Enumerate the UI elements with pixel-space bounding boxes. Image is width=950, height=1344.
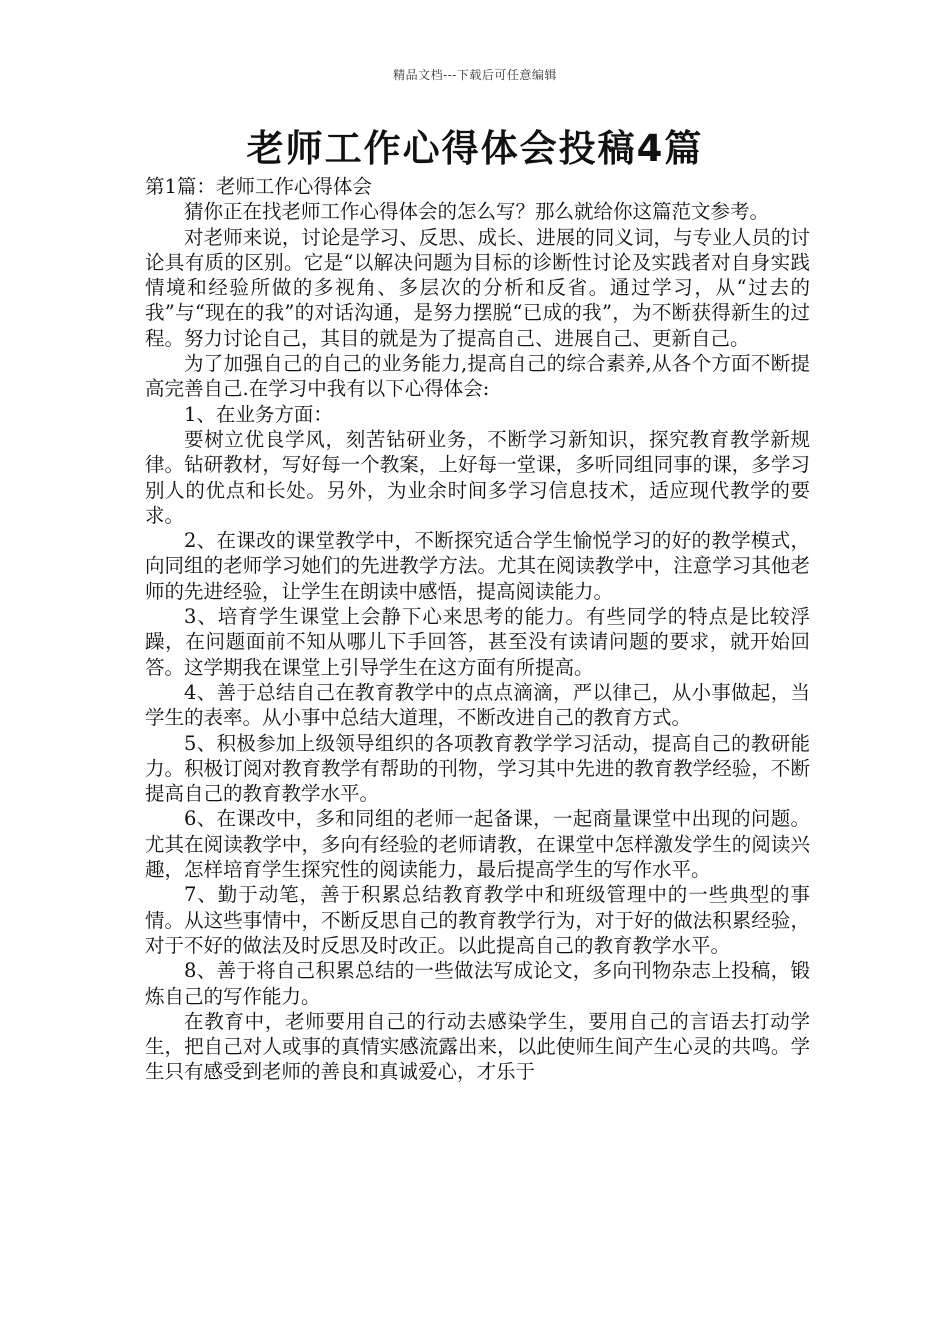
paragraph: 要树立优良学风，刻苦钻研业务，不断学习新知识，探究教育教学新规律。钻研教材，写好每一个教案，上好每一堂课，多听同组同事的课，多学习别人的优点和长处。另外，为业余时间多学习信息技术，适应现代教学的要求。 (145, 427, 810, 527)
section-heading: 第1篇：老师工作心得体会 (145, 175, 372, 198)
paragraph: 在教育中，老师要用自己的行动去感染学生，要用自己的言语去打动学生，把自己对人或事的真情实感流露出来，以此使师生间产生心灵的共鸣。学生只有感受到老师的善良和真诚爱心，才乐于 (145, 1009, 810, 1084)
list-item: 8、善于将自己积累总结的一些做法写成论文，多向刊物杂志上投稿，锻炼自己的写作能力。 (145, 959, 810, 1008)
list-item: 6、在课改中，多和同组的老师一起备课，一起商量课堂中出现的问题。尤其在阅读教学中，多向有经验的老师请教，在课堂中怎样激发学生的阅读兴趣，怎样培育学生探究性的阅读能力，最后提高学生的写作水平。 (145, 807, 810, 882)
list-item: 7、勤于动笔，善于积累总结教育教学中和班级管理中的一些典型的事情。从这些事情中，不断反思自己的教育教学行为，对于好的做法积累经验，对于不好的做法及时反思及时改正。以此提高自己的教育教学水平。 (145, 883, 810, 957)
list-item: 5、积极参加上级领导组织的各项教育教学学习活动，提高自己的教研能力。积极订阅对教育教学有帮助的刊物，学习其中先进的教育教学经验，不断提高自己的教育教学水平。 (145, 731, 810, 806)
list-item: 4、善于总结自己在教育教学中的点点滴滴，严以律己，从小事做起，当学生的表率。从小事中总结大道理，不断改进自己的教育方式。 (145, 680, 810, 730)
paragraph: 为了加强自己的自己的业务能力,提高自己的综合素养,从各个方面不断提高完善自己.在学习中我有以下心得体会: (145, 352, 810, 401)
document-body (145, 174, 810, 1085)
paragraph: 对老师来说，讨论是学习、反思、成长、进展的同义词，与专业人员的讨论具有质的区别。它是“以解决问题为目标的诊断性讨论及实践者对自身实践情境和经验所做的多视角、多层次的分析和反省。通过学习，从“过去的我”与“现在的我”的对话沟通，是努力摆脱“已成的我”，为不断获得新生的过程。努力讨论自己，其目的就是为了提高自己、进展自己、更新自己。 (145, 225, 810, 350)
list-item: 3、培育学生课堂上会静下心来思考的能力。有些同学的特点是比较浮躁，在问题面前不知从哪儿下手回答，甚至没有读请问题的要求，就开始回答。这学期我在课堂上引导学生在这方面有所提高。 (145, 605, 810, 679)
paragraph: 猜你正在找老师工作心得体会的怎么写？那么就给你这篇范文参考。 (184, 200, 770, 224)
header-note: 精品文档---下载后可任意编辑 (393, 68, 557, 82)
list-item: 2、在课改的课堂教学中，不断探究适合学生愉悦学习的好的教学模式，向同组的老师学习她们的先进教学方法。尤其在阅读教学中，注意学习其他老师的先进经验，让学生在朗读中感悟，提高阅读能力。 (145, 529, 810, 603)
list-heading: 1、在业务方面： (184, 402, 333, 426)
document-title: 老师工作心得体会投稿4篇 (246, 127, 704, 170)
